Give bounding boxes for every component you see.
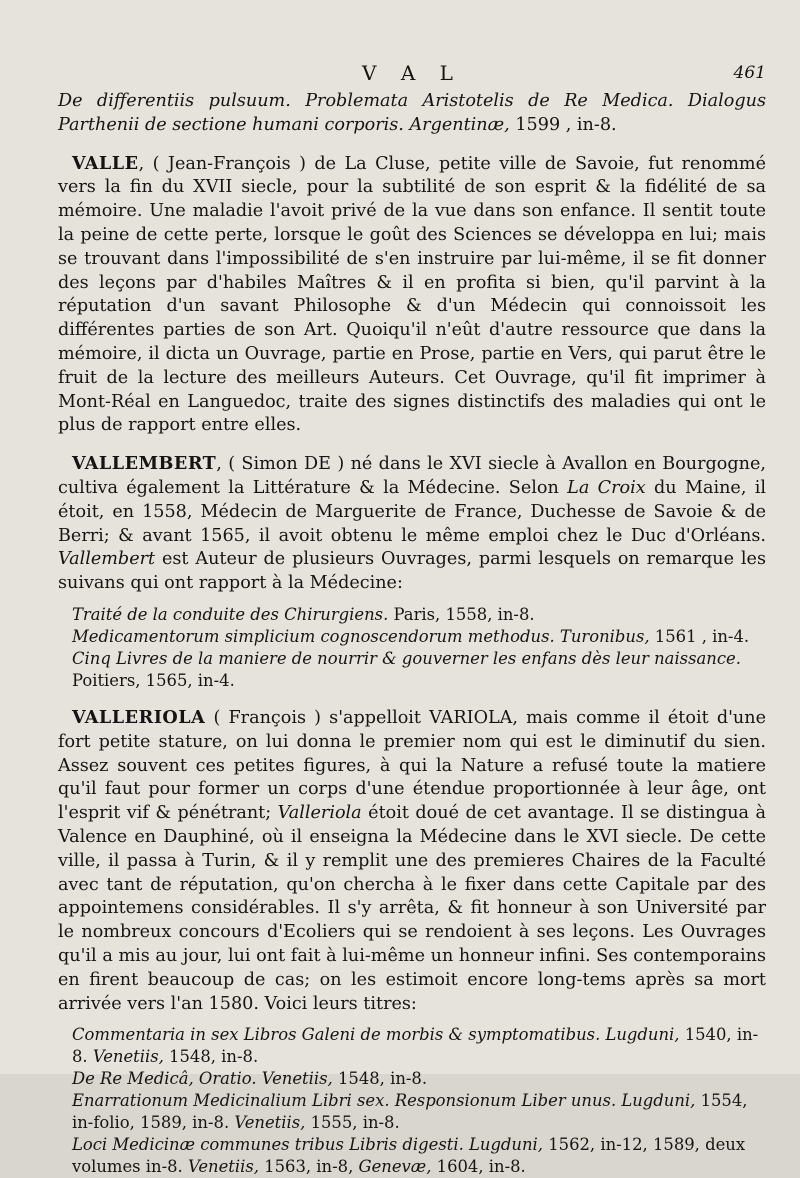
work-title: Commentaria in sex Libros Galeni de morbis & symptomatibus. Lugduni, bbox=[72, 1025, 680, 1045]
page-number: 461 bbox=[733, 63, 766, 83]
entry-valle bbox=[58, 152, 766, 439]
work-title: Loci Medicinæ communes tribus Libris digesti. Lugduni, bbox=[72, 1135, 543, 1155]
work-title: Enarrationum Medicinalium Libri sex. Responsionum Liber unus. Lugduni, bbox=[72, 1091, 696, 1111]
valleriola-name-italic: Valleriola bbox=[277, 803, 362, 824]
intro-works-pub: 1599 , in-8. bbox=[509, 114, 617, 135]
entry-valle-text: , ( Jean-François ) de La Cluse, petite ville de Savoie, fut renommé vers la fin du XVII siecle, pour la subtilité de son esprit & la fidélité de sa mémoire. Une maladie l'avoit privé de la vue dans son enfance. Il sentit toute la peine de cette perte, lorsque le goût des Sciences se développa en lui; mais se trouvant dans l'impossibilité de s'en instruire par lui-même, il se fit donner des leçons par d'habiles Maîtres & il en profita si bien, qu'il parvint à la réputation d'un savant Philosophe & d'un Médecin qui connoissoit les différentes parties de son Art. Quoiqu'il n'eût d'autre ressource que dans la mémoire, il dicta un Ouvrage, partie en Prose, partie en Vers, qui parut être le fruit de la lecture des meilleurs Auteurs. Cet Ouvrage, qu'il fit imprimer à Mont-Réal en Languedoc, traite des signes distinctifs des maladies qui ont le plus de rapport entre elles. bbox=[58, 153, 766, 436]
work-item bbox=[72, 1024, 766, 1068]
entry-valleriola-paragraph bbox=[58, 706, 766, 1016]
work-title: Traité de la conduite des Chirurgiens. bbox=[72, 604, 389, 624]
page-header bbox=[58, 56, 766, 90]
work-pub: 1540, in-8. bbox=[72, 1025, 759, 1067]
work-pub: 1562, in-12, 1589, deux volumes in-8. bbox=[72, 1135, 746, 1177]
work-item bbox=[72, 1068, 766, 1090]
work-pub: Paris, 1558, in-8. bbox=[388, 604, 535, 624]
work-title: De Re Medicâ, Oratio. Venetiis, bbox=[72, 1069, 333, 1089]
entry-vallembert-text-b: du Maine, il étoit, en 1558, Médecin de Marguerite de France, Duchesse de Savoie & de Berri; & avant 1565, il avoit obtenu le même emploi chez le Duc d'Orléans. bbox=[58, 477, 767, 546]
work-item bbox=[72, 604, 766, 626]
running-title: V A L bbox=[362, 61, 462, 85]
intro-works-titles: De differentiis pulsuum. Problemata Aristotelis de Re Medica. Dialogus Parthenii de sectione humani corporis. Argentinæ, bbox=[58, 91, 766, 135]
work-title: Cinq Livres de la maniere de nourrir & gouverner les enfans dès leur naissance. bbox=[72, 648, 741, 668]
headword-vallembert: VALLEMBERT bbox=[72, 453, 217, 475]
headword-valle: VALLE bbox=[72, 152, 139, 174]
work-pub-2: 1548, in-8. bbox=[163, 1047, 259, 1067]
entry-vallembert-text-a: , ( Simon DE ) né dans le XVI siecle à Avallon en Bourgogne, cultiva également la Littérature & la Médecine. Selon bbox=[58, 454, 766, 498]
work-title: Medicamentorum simplicium cognoscendorum methodus. Turonibus, bbox=[72, 626, 650, 646]
work-item bbox=[72, 626, 766, 648]
work-pub: 1554, in-folio, 1589, in-8. bbox=[72, 1091, 748, 1133]
work-pub-3: 1604, in-8. bbox=[431, 1157, 526, 1177]
entry-valle-paragraph bbox=[58, 152, 766, 439]
work-title-3: Genevæ, bbox=[358, 1157, 432, 1177]
work-pub: Poitiers, 1565, in-4. bbox=[72, 670, 235, 690]
entry-valleriola-text-b: étoit doué de cet avantage. Il se distingua à Valence en Dauphiné, où il enseigna la Médecine dans le XVI siecle. De cette ville, il passa à Turin, & il y remplit une des premieres Chaires de la Faculté avec tant de réputation, qu'on chercha à le fixer dans cette Capitale par des appointemens considérables. Il s'y arrêta, & fit honneur à son Université par le nombreux concours d'Ecoliers qui se rendoient à ses leçons. Les Ouvrages qu'il a mis au jour, lui ont fait à lui-même un honneur infini. Ses contemporains en firent beaucoup de cas; on les estimoit encore long-tems après sa mort arrivée vers l'an 1580. Voici leurs titres: bbox=[58, 803, 766, 1014]
la-croix-name: La Croix bbox=[567, 477, 646, 498]
work-pub: 1561 , in-4. bbox=[649, 626, 750, 646]
work-item bbox=[72, 648, 766, 692]
work-title-2: Venetiis, bbox=[234, 1113, 306, 1133]
work-pub-2: 1563, in-8, bbox=[258, 1157, 359, 1177]
entry-valleriola-text-a: ( François ) s'appelloit VARIOLA, mais comme il étoit d'une fort petite stature, on lui donna le premier nom qui est le diminutif du sien. Assez souvent ces petites figures, à qui la Nature a refusé toute la matiere qu'il faut pour former un corps d'une étendue proportionnée à leur âge, ont l'esprit vif & pénétrant; bbox=[58, 707, 766, 824]
entry-vallembert bbox=[58, 452, 766, 692]
work-pub: 1548, in-8. bbox=[332, 1069, 428, 1089]
entry-vallembert-paragraph bbox=[58, 452, 766, 596]
vallembert-name-italic: Vallembert bbox=[58, 549, 156, 570]
intro-works-line bbox=[58, 90, 766, 138]
headword-valleriola: VALLERIOLA bbox=[72, 706, 206, 728]
work-item bbox=[72, 1134, 766, 1178]
work-item bbox=[72, 1090, 766, 1134]
entry-vallembert-text-c: est Auteur de plusieurs Ouvrages, parmi lesquels on remarque les suivans qui ont rapport à la Médecine: bbox=[58, 549, 766, 594]
work-pub-2: 1555, in-8. bbox=[305, 1113, 400, 1133]
entry-valleriola bbox=[58, 706, 766, 1178]
work-title-2: Venetiis, bbox=[92, 1047, 164, 1067]
work-title-2: Venetiis, bbox=[187, 1157, 259, 1177]
